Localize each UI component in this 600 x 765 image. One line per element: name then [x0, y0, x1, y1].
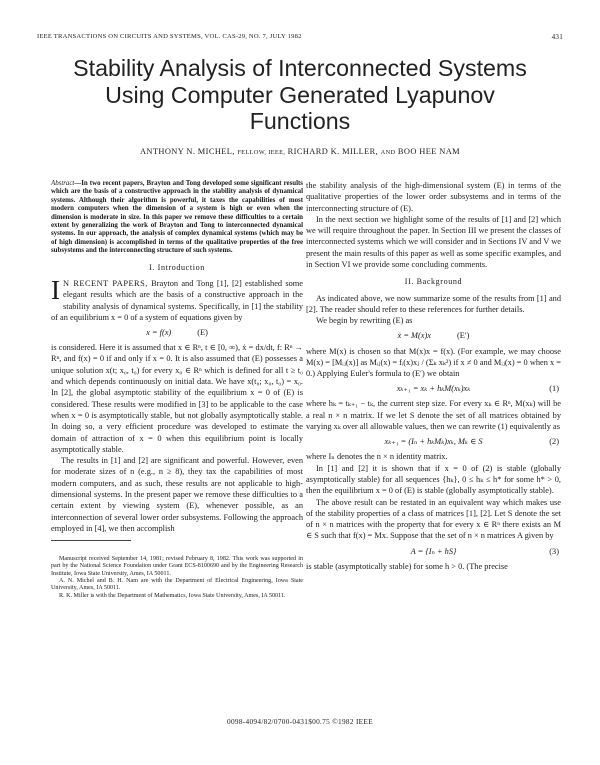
equation-E: [51, 324, 303, 341]
author-2: RICHARD K. MILLER,: [287, 147, 379, 156]
footnote-affiliation-1: A. N. Michel and B. H. Nam are with the Department of Electrical Engineering, Iowa State University, Ames, IA 50011.: [51, 578, 303, 592]
equation-3-number: (3): [549, 546, 559, 556]
right-paragraph-3: As indicated above, we now summarize some of the results from [1] and [2]. The reader should refer to these references for further details.: [306, 293, 561, 314]
intro-paragraph-1: [51, 274, 304, 323]
right-paragraph-10: is stable (asymptotically stable) for some h > 0. (The precise: [306, 561, 508, 571]
equation-1-body: xₖ₊₁ = xₖ + hₖM(xₖ)xₖ: [396, 384, 471, 394]
abstract-text: —In two recent papers, Brayton and Tong developed some significant results which are the basis of a constructive approach in the stability analysis of dynamical systems. Although their algorithm is powerful, it taxes the capabilities of most modern computers when the dimension of a system is high or even when the dimension is moderate in size. In this paper we remove these difficulties to a certain extent by generalizing the work of Brayton and Tong to interconnected dynamical systems. In our approach, the analysis of complex dynamical systems (which may be of high dimension) is accomplished in terms of the qualitative properties of the free subsystems and the interconnecting structure of such systems.: [51, 180, 303, 255]
abstract: [51, 180, 303, 256]
equation-E-body: x = f(x): [146, 327, 172, 337]
footnote-affiliation-2: R. K. Miller is with the Department of Mathematics, Iowa State University, Ames, IA 50011.: [59, 592, 286, 599]
right-paragraph-7: where Iₙ denotes the n × n identity matrix.: [306, 452, 448, 462]
author-1-grade: FELLOW, IEEE,: [237, 149, 286, 156]
equation-E-prime-body: ẋ = M(x)x: [397, 331, 431, 341]
equation-1-number: (1): [549, 384, 559, 394]
equation-E-prime-label: (E′): [456, 331, 470, 341]
title-line-3: Functions: [249, 108, 351, 134]
footnotes: [51, 551, 303, 600]
right-paragraph-1: the stability analysis of the high-dimensional system (E) in terms of the qualitative properties of the lower order subsystems and in terms of the interconnecting structure of (E).: [306, 181, 561, 213]
intro-paragraph-2: is considered. Here it is assumed that x ∈ Rⁿ, t ∈ [0, ∞), ẋ = dx/dt, f: Rⁿ → Rⁿ, and f(x) = 0 if and only if x = 0. It is also assumed that (E) possesses a unique solution x(t; x₀, t₀) for every x₀ ∈ Rⁿ which is defined for all t ≥ t₀ and which depends continuously on initial data. We have x(t₀; x₀, t₀) = x₀. In [2], the global asymptotic stability of the equilibrium x = 0 of (E) is considered. These results were modified in [3] to be applicable to the case when x = 0 is asymptotically stable, but not globally asymptotically stable. In doing so, a very efficient procedure was developed to estimate the domain of attraction of x = 0 when this equilibrium point is locally asymptotically stable.: [51, 343, 303, 454]
right-paragraph-5: where M(x) is chosen so that M(x)x = f(x). (For example, we may choose M(x) = [Mᵢⱼ(x)] as Mᵢⱼ(x) = fᵢ(x)xⱼ / (Σₖ xₖ²) if x ≠ 0 and Mᵢⱼ(x) = 0 when x = 0.) Applying Euler's formula to (E′) we obtain: [306, 346, 561, 379]
right-paragraph-4: We begin by rewriting (E) as: [316, 316, 413, 326]
equation-2-number: (2): [549, 437, 559, 447]
equation-3: [306, 543, 561, 560]
intro-text: Brayton and Tong [1], [2] established some elegant results which are the basis of a constructive approach in the stability analysis of dynamical systems. Specifically, in [1] the stability of an equilibrium x = 0 of a system of equations given by: [51, 278, 304, 322]
intro-paragraph-3: The results in [1] and [2] are significant and powerful. However, even for moderate sizes of n (e.g., n ≥ 8), they tax the capabilities of most modern computers, and as such, these results are not applicable to high-dimensional systems. In the present paper we remove these difficulties to a certain extent by viewing system (E), whenever possible, as an interconnection of several lower order subsystems. Following the approach employed in [4], we then accomplish: [51, 456, 303, 533]
author-line: [30, 147, 570, 156]
right-paragraph-6: where hₖ = tₖ₊₁ − tₖ, the current step size. For every xₖ ∈ Rⁿ, M(xₖ) will be a real n × n matrix. If we let S denote the set of all matrices obtained by varying xₖ over all allowable values, then we can rewrite (1) equivalently as: [306, 399, 561, 432]
equation-E-label: (E): [197, 327, 208, 337]
equation-1: [306, 380, 561, 397]
footnote-rule: [51, 540, 131, 541]
right-paragraph-9: The above result can be restated in an equivalent way which makes use of the stability properties of a class of matrices [1], [2]. Let S denote the set of n × n matrices with the property that for every x ∈ Rⁿ there exists an M ∈ S such that f(x) = Mx. Suppose that the set of n × n matrices A given by: [306, 497, 561, 541]
footnote-manuscript: Manuscript received September 14, 1981; revised February 8, 1982. This work was supported in part by the National Science Foundation under Grant ECS-8100690 and by the Engineering Research Institute, Iowa State University, Ames, IA 50011.: [51, 556, 303, 577]
running-header: [37, 33, 563, 47]
equation-2-body: xₖ₊₁ = (Iₙ + hₖMₖ)xₖ, Mₖ ∈ S: [384, 437, 483, 447]
abstract-label: Abstract: [51, 180, 75, 187]
equation-E-prime: [306, 328, 561, 345]
paper-title: [30, 55, 570, 135]
right-column: [306, 180, 561, 572]
drop-cap: I: [51, 274, 60, 305]
author-1: ANTHONY N. MICHEL,: [139, 147, 235, 156]
section-heading-background: II. Background: [404, 277, 463, 287]
title-line-2: Using Computer Generated Lyapunov: [105, 81, 495, 108]
equation-3-body: A = {Iₙ + hS}: [410, 546, 457, 556]
equation-2: [306, 433, 561, 450]
right-paragraph-2: In the next section we highlight some of the results of [1] and [2] which we will require throughout the paper. In Section III we present the classes of interconnected systems which we will consider and in Sections IV and V we present the main results of this paper as well as some specific examples, and in Section VI we provide some concluding comments.: [306, 214, 561, 270]
section-heading-introduction: I. Introduction: [149, 262, 205, 272]
author-conjunction: AND: [380, 149, 396, 156]
copyright-line: 0098-4094/82/0700-0431$00.75 ©1982 IEEE: [227, 717, 373, 726]
left-column: [51, 180, 303, 600]
title-line-1: Stability Analysis of Interconnected Systems: [73, 55, 527, 81]
author-3: BOO HEE NAM: [397, 147, 460, 156]
page-number: 431: [551, 33, 563, 41]
journal-line: IEEE TRANSACTIONS ON CIRCUITS AND SYSTEMS, VOL. CAS-29, NO. 7, JULY 1982: [37, 33, 302, 40]
intro-caps: N RECENT PAPERS,: [63, 278, 148, 288]
right-paragraph-8: In [1] and [2] it is shown that if x = 0 of (2) is stable (globally asymptotically stable) for all sequences {hₖ}, 0 ≤ hₖ ≤ h* for some h* > 0, then the equilibrium x = 0 of (E) is stable (globally asymptotically stable).: [306, 463, 561, 496]
